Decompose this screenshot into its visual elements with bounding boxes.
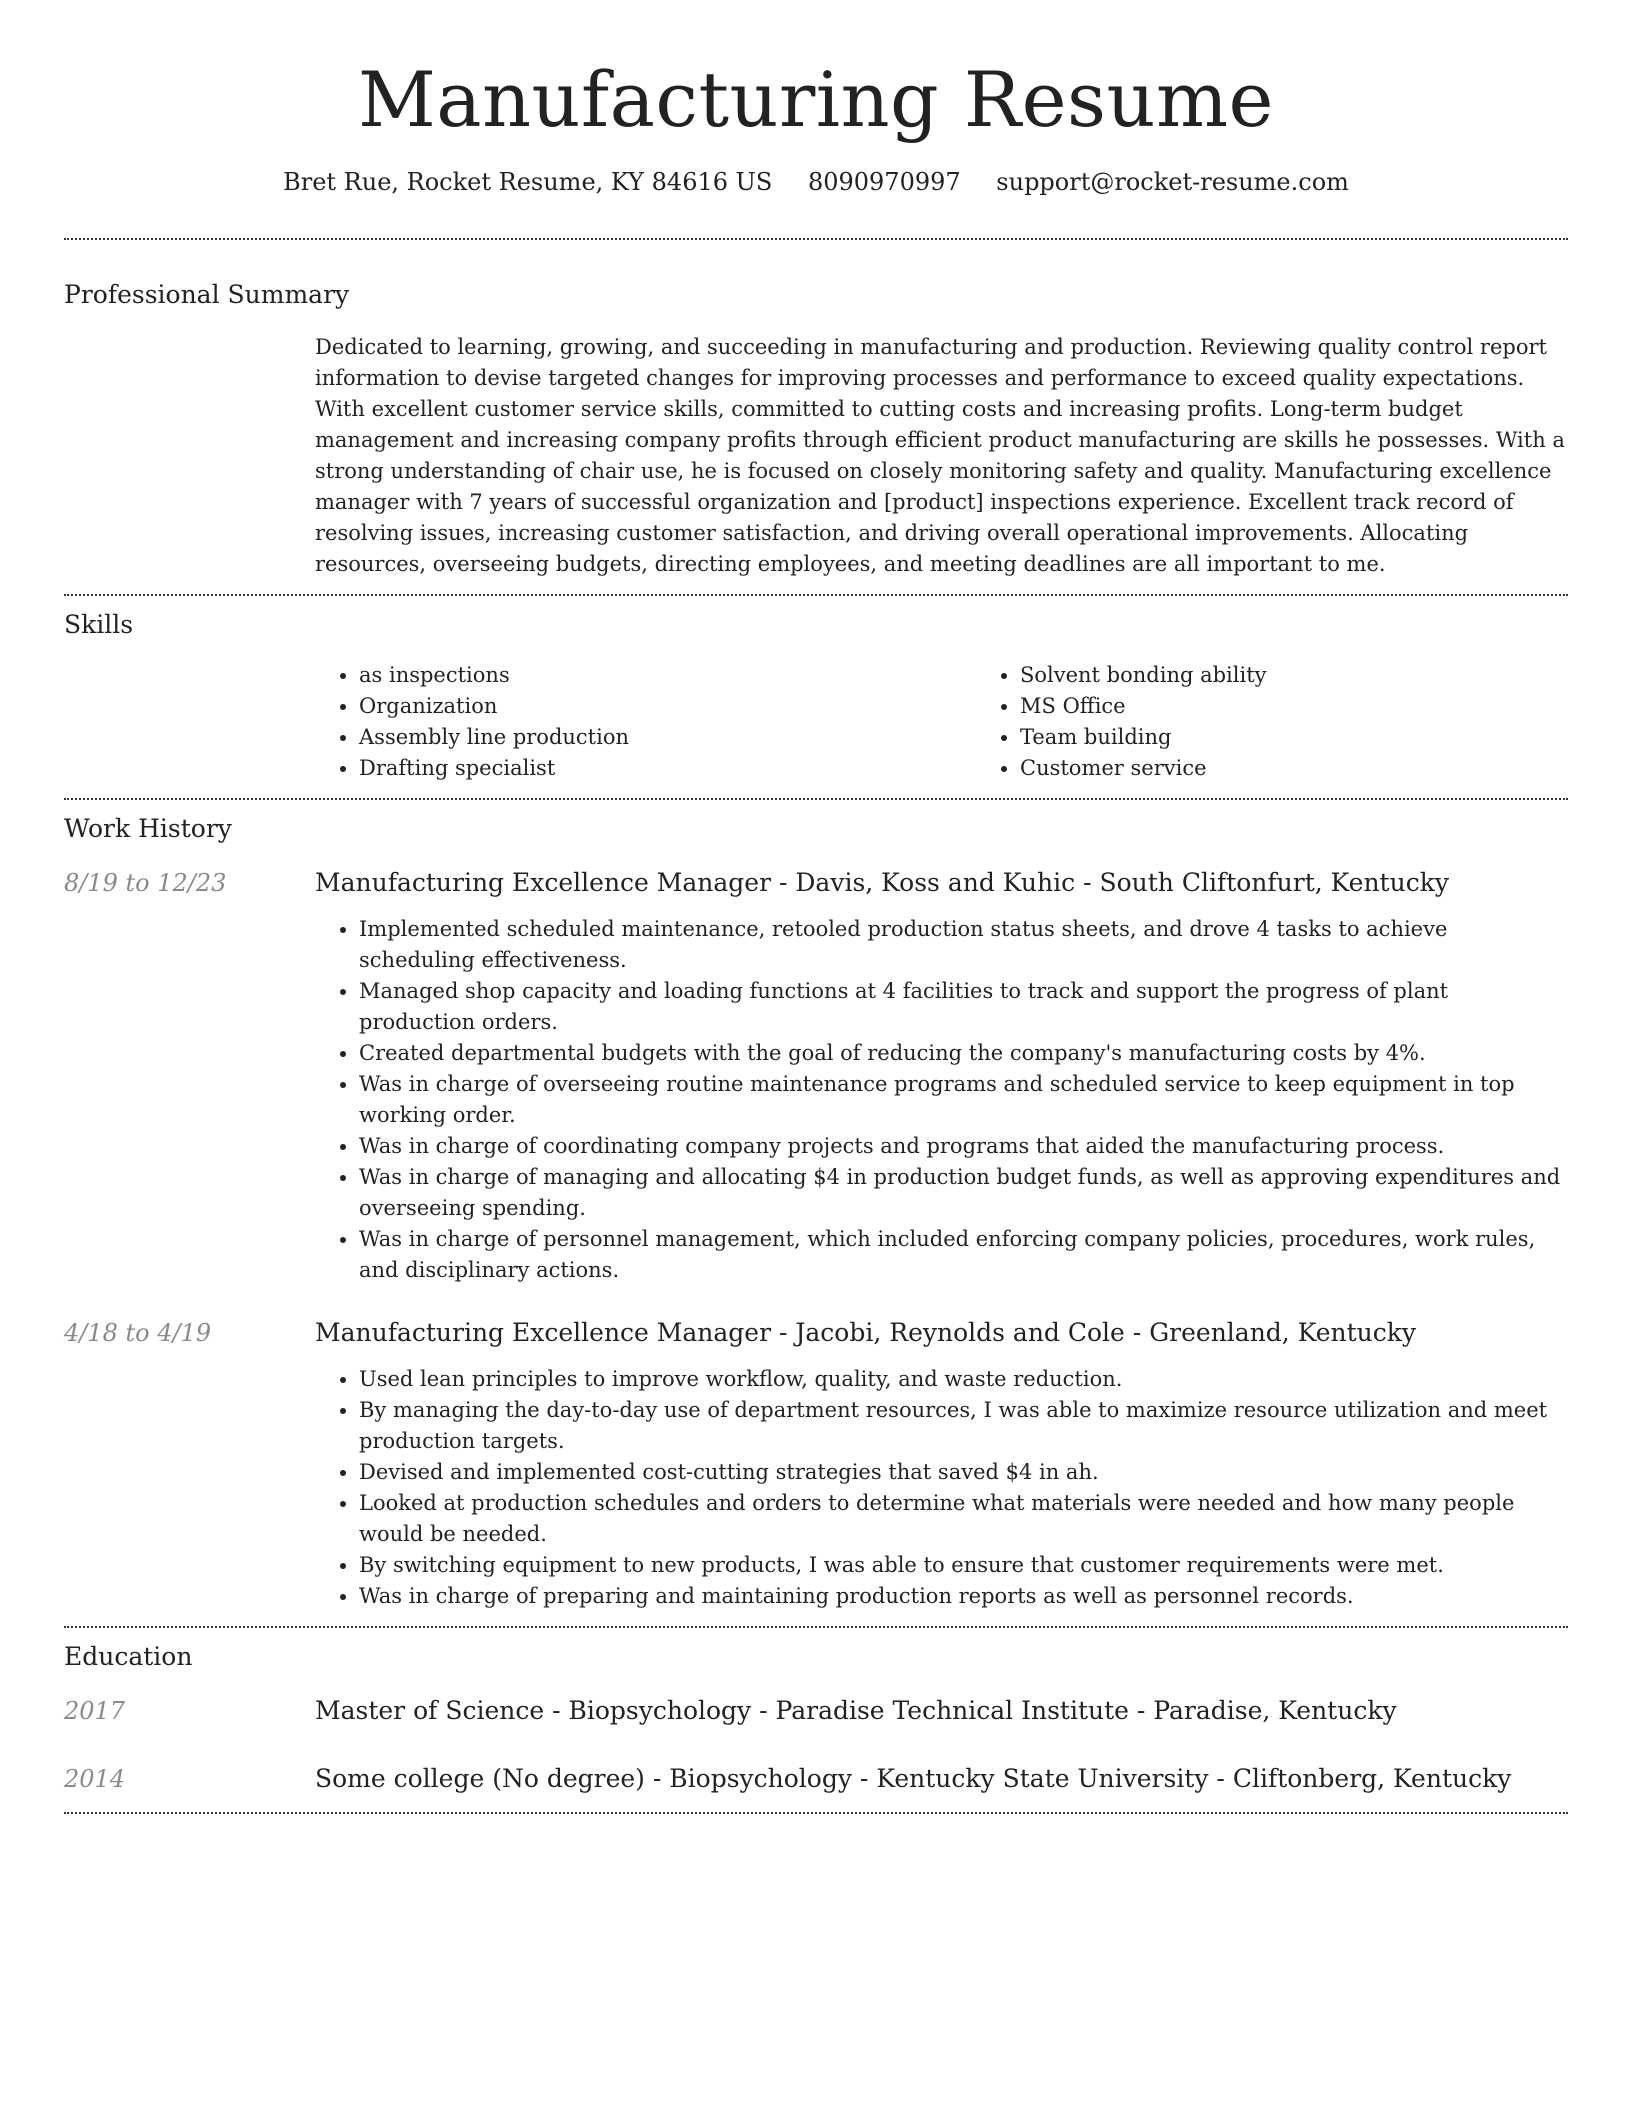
job-bullet: • Was in charge of personnel management, which included enforcing company policies, procedures, work rules, and disciplinary actions. (359, 1224, 1568, 1286)
work-heading: Work History (64, 814, 232, 843)
job-entry (64, 1316, 1568, 1612)
skills-heading: Skills (64, 610, 134, 639)
skill-item: • Team building (1020, 722, 1632, 753)
resume-title: Manufacturing Resume (357, 55, 1275, 144)
skills-column-right (976, 660, 1632, 784)
resume-header (64, 0, 1568, 198)
education-year: 2017 (64, 1697, 126, 1725)
job-entry (64, 866, 1568, 1286)
contact-address: Bret Rue, Rocket Resume, KY 84616 US (283, 168, 773, 196)
job-bullet: • Was in charge of managing and allocating $4 in production budget funds, as well as approving expenditures and overseeing spending. (359, 1162, 1568, 1224)
job-bullet: • By switching equipment to new products, I was able to ensure that customer requirements were met. (359, 1550, 1568, 1581)
skills-column-left (315, 660, 976, 784)
summary-heading: Professional Summary (64, 280, 350, 309)
skills-section (64, 596, 1568, 784)
education-title: Some college (No degree) - Biopsychology - Kentucky State University - Cliftonberg, Kentucky (315, 1764, 1512, 1793)
job-bullets (315, 1364, 1568, 1612)
skills-list (315, 660, 1632, 784)
education-heading: Education (64, 1642, 193, 1671)
education-section (64, 1628, 1568, 1796)
job-bullet: • Created departmental budgets with the goal of reducing the company's manufacturing costs by 4%. (359, 1038, 1568, 1069)
skill-item: • Solvent bonding ability (1020, 660, 1632, 691)
divider (64, 1812, 1568, 1814)
education-year: 2014 (64, 1765, 126, 1793)
job-bullet: • Implemented scheduled maintenance, retooled production status sheets, and drove 4 tasks to achieve scheduling effectiveness. (359, 914, 1568, 976)
job-dates: 8/19 to 12/23 (64, 869, 227, 897)
job-bullet: • Devised and implemented cost-cutting strategies that saved $4 in ah. (359, 1457, 1568, 1488)
skill-item: • Customer service (1020, 753, 1632, 784)
education-title: Master of Science - Biopsychology - Paradise Technical Institute - Paradise, Kentucky (315, 1696, 1397, 1725)
job-dates: 4/18 to 4/19 (64, 1319, 212, 1347)
education-entry (64, 1694, 1568, 1728)
job-bullet: • Used lean principles to improve workflow, quality, and waste reduction. (359, 1364, 1568, 1395)
skill-item: • Organization (359, 691, 976, 722)
skill-item: • Assembly line production (359, 722, 976, 753)
job-title: Manufacturing Excellence Manager - Davis, Koss and Kuhic - South Cliftonfurt, Kentucky (315, 868, 1449, 897)
job-bullet: • Managed shop capacity and loading functions at 4 facilities to track and support the progress of plant production orders. (359, 976, 1568, 1038)
contact-line (64, 166, 1568, 198)
education-entry (64, 1762, 1568, 1796)
summary-text: Dedicated to learning, growing, and succeeding in manufacturing and production. Reviewing quality control report information to devise targeted changes for improving processes and performance to exceed quality expectations. With excellent customer service skills, committed to cutting costs and increasing profits. Long-term budget management and increasing company profits through efficient product manufacturing are skills he possesses. With a strong understanding of chair use, he is focused on closely monitoring safety and quality. Manufacturing excellence manager with 7 years of successful organization and [product] inspections experience. Excellent track record of resolving issues, increasing customer satisfaction, and driving overall operational improvements. Allocating resources, overseeing budgets, directing employees, and meeting deadlines are all important to me. (315, 335, 1565, 576)
job-bullet: • Was in charge of coordinating company projects and programs that aided the manufacturing process. (359, 1131, 1568, 1162)
job-bullet: • Was in charge of overseeing routine maintenance programs and scheduled service to keep equipment in top working order. (359, 1069, 1568, 1131)
contact-phone: 8090970997 (807, 168, 961, 196)
contact-email: support@rocket-resume.com (996, 168, 1349, 196)
job-title: Manufacturing Excellence Manager - Jacobi, Reynolds and Cole - Greenland, Kentucky (315, 1318, 1417, 1347)
work-section (64, 800, 1568, 1612)
job-bullet: • Looked at production schedules and orders to determine what materials were needed and how many people would be needed. (359, 1488, 1568, 1550)
job-bullet: • By managing the day-to-day use of department resources, I was able to maximize resource utilization and meet production targets. (359, 1395, 1568, 1457)
skill-item: • MS Office (1020, 691, 1632, 722)
summary-section (64, 240, 1568, 580)
skill-item: • as inspections (359, 660, 976, 691)
job-bullets (315, 914, 1568, 1286)
job-bullet: • Was in charge of preparing and maintaining production reports as well as personnel records. (359, 1581, 1568, 1612)
skill-item: • Drafting specialist (359, 753, 976, 784)
